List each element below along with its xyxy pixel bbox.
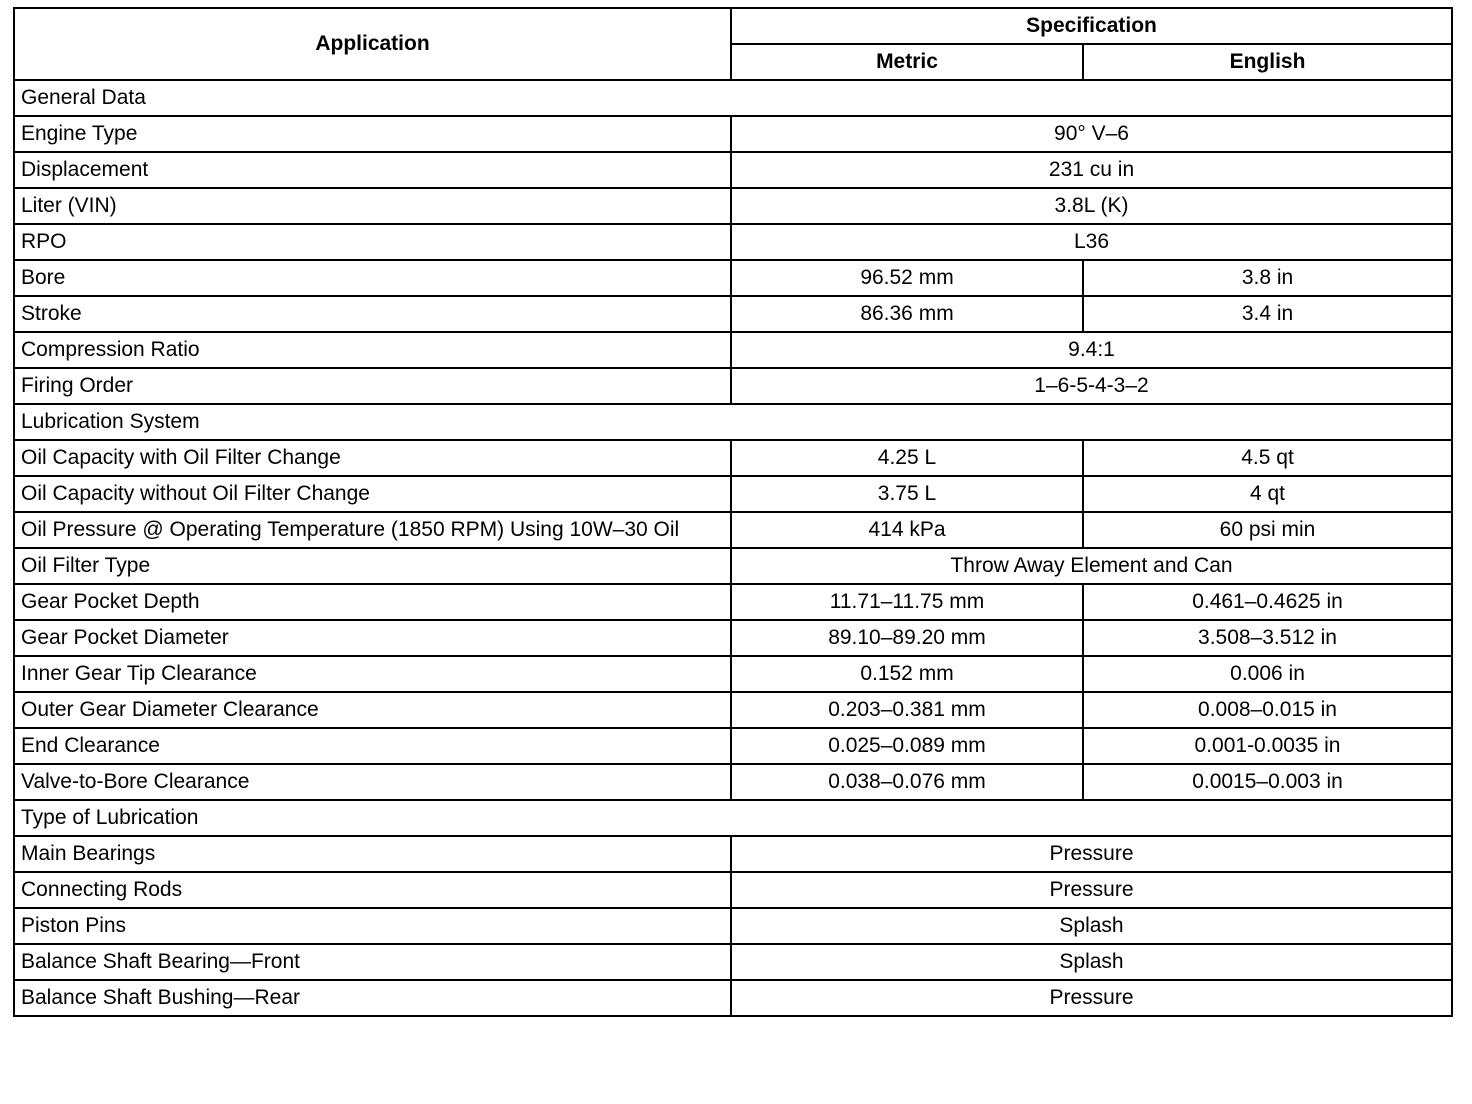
table-row (14, 872, 1452, 908)
table-row (14, 116, 1452, 152)
english-value: 60 psi min (1083, 512, 1452, 548)
row-label: Gear Pocket Depth (14, 584, 731, 620)
spec-value: 9.4:1 (731, 332, 1452, 368)
spec-value: Splash (731, 944, 1452, 980)
spec-value: L36 (731, 224, 1452, 260)
metric-value: 3.75 L (731, 476, 1083, 512)
row-label: Piston Pins (14, 908, 731, 944)
metric-value: 86.36 mm (731, 296, 1083, 332)
table-row (14, 476, 1452, 512)
english-value: 4.5 qt (1083, 440, 1452, 476)
metric-value: 11.71–11.75 mm (731, 584, 1083, 620)
table-row (14, 188, 1452, 224)
metric-value: 414 kPa (731, 512, 1083, 548)
table-row (14, 512, 1452, 548)
header-row-top (14, 8, 1452, 44)
table-row (14, 656, 1452, 692)
english-value: 0.001-0.0035 in (1083, 728, 1452, 764)
english-value: 3.508–3.512 in (1083, 620, 1452, 656)
table-row (14, 260, 1452, 296)
row-label: Balance Shaft Bushing—Rear (14, 980, 731, 1016)
table-body (14, 80, 1452, 1016)
table-row (14, 440, 1452, 476)
row-label: Liter (VIN) (14, 188, 731, 224)
spec-value: 3.8L (K) (731, 188, 1452, 224)
table-row (14, 296, 1452, 332)
table-row (14, 548, 1452, 584)
row-label: Connecting Rods (14, 872, 731, 908)
english-value: 0.0015–0.003 in (1083, 764, 1452, 800)
spec-value: Pressure (731, 872, 1452, 908)
row-label: Inner Gear Tip Clearance (14, 656, 731, 692)
table-row (14, 152, 1452, 188)
english-value: 4 qt (1083, 476, 1452, 512)
row-label: Oil Capacity with Oil Filter Change (14, 440, 731, 476)
row-label: Displacement (14, 152, 731, 188)
spec-value: Throw Away Element and Can (731, 548, 1452, 584)
table-row (14, 584, 1452, 620)
section-title: Type of Lubrication (14, 800, 1452, 836)
table-row (14, 368, 1452, 404)
spec-value: 90° V–6 (731, 116, 1452, 152)
table-row (14, 980, 1452, 1016)
table-row (14, 944, 1452, 980)
row-label: Compression Ratio (14, 332, 731, 368)
row-label: Balance Shaft Bearing—Front (14, 944, 731, 980)
row-label: Gear Pocket Diameter (14, 620, 731, 656)
metric-value: 96.52 mm (731, 260, 1083, 296)
section-row (14, 404, 1452, 440)
section-row (14, 800, 1452, 836)
table-row (14, 764, 1452, 800)
row-label: Valve-to-Bore Clearance (14, 764, 731, 800)
row-label: Stroke (14, 296, 731, 332)
row-label: Engine Type (14, 116, 731, 152)
section-row (14, 80, 1452, 116)
row-label: Main Bearings (14, 836, 731, 872)
table-row (14, 908, 1452, 944)
english-value: 3.8 in (1083, 260, 1452, 296)
row-label: Oil Capacity without Oil Filter Change (14, 476, 731, 512)
row-label: Outer Gear Diameter Clearance (14, 692, 731, 728)
row-label: End Clearance (14, 728, 731, 764)
spec-value: 1–6-5-4-3–2 (731, 368, 1452, 404)
spec-value: Pressure (731, 980, 1452, 1016)
metric-header: Metric (731, 44, 1083, 80)
english-header: English (1083, 44, 1452, 80)
spec-value: Pressure (731, 836, 1452, 872)
spec-value: Splash (731, 908, 1452, 944)
table-row (14, 728, 1452, 764)
metric-value: 0.203–0.381 mm (731, 692, 1083, 728)
table-row (14, 692, 1452, 728)
metric-value: 0.038–0.076 mm (731, 764, 1083, 800)
application-header: Application (14, 8, 731, 80)
engine-specifications-table (13, 7, 1453, 1017)
row-label: Bore (14, 260, 731, 296)
row-label: Firing Order (14, 368, 731, 404)
table-row (14, 836, 1452, 872)
row-label: Oil Pressure @ Operating Temperature (1850 RPM) Using 10W–30 Oil (14, 512, 731, 548)
specification-header: Specification (731, 8, 1452, 44)
row-label: Oil Filter Type (14, 548, 731, 584)
english-value: 0.008–0.015 in (1083, 692, 1452, 728)
metric-value: 0.152 mm (731, 656, 1083, 692)
metric-value: 0.025–0.089 mm (731, 728, 1083, 764)
table-row (14, 620, 1452, 656)
metric-value: 4.25 L (731, 440, 1083, 476)
section-title: General Data (14, 80, 1452, 116)
section-title: Lubrication System (14, 404, 1452, 440)
spec-value: 231 cu in (731, 152, 1452, 188)
english-value: 0.006 in (1083, 656, 1452, 692)
english-value: 0.461–0.4625 in (1083, 584, 1452, 620)
table-row (14, 224, 1452, 260)
table-row (14, 332, 1452, 368)
english-value: 3.4 in (1083, 296, 1452, 332)
row-label: RPO (14, 224, 731, 260)
metric-value: 89.10–89.20 mm (731, 620, 1083, 656)
